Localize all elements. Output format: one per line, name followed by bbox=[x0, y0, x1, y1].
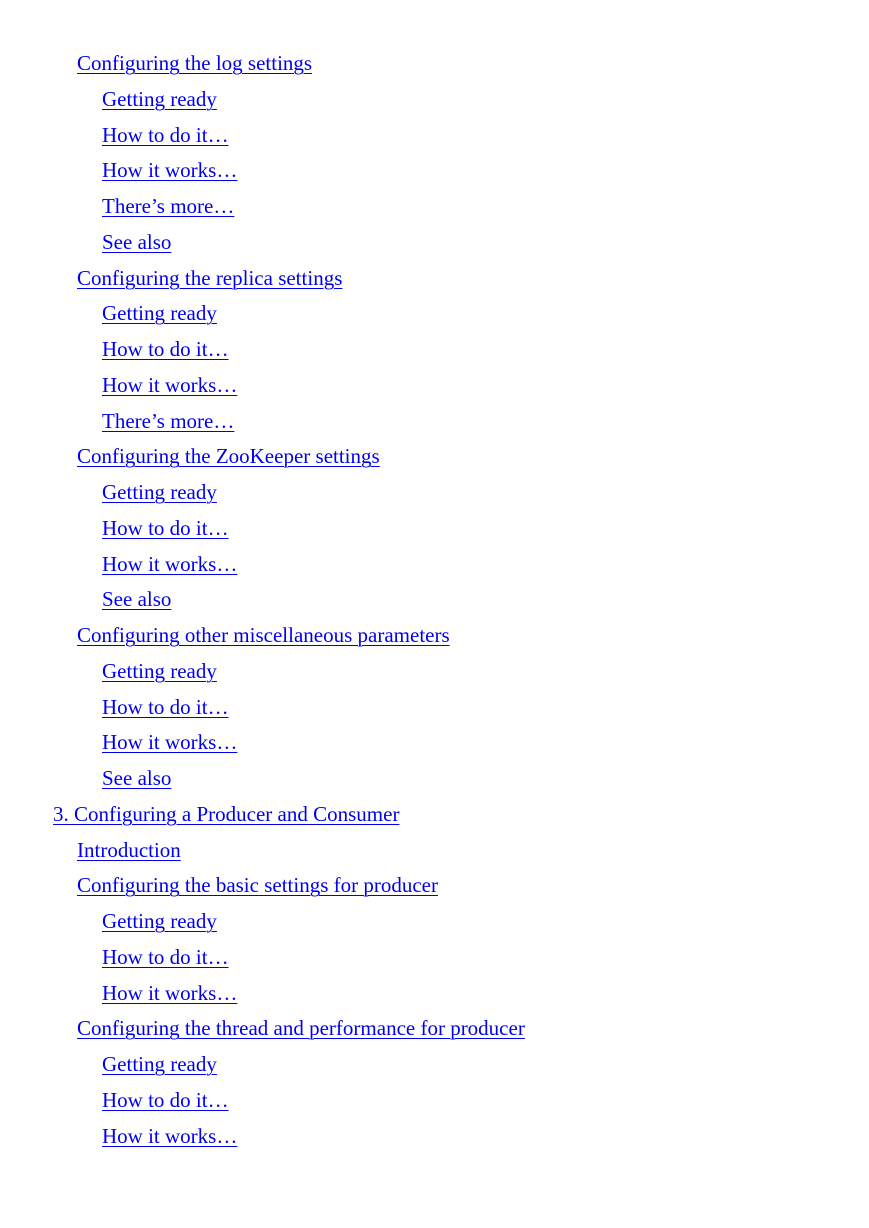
toc-subsection-item bbox=[0, 1046, 869, 1082]
toc-subsection-item bbox=[0, 224, 869, 260]
toc-link[interactable]: Getting ready bbox=[102, 909, 217, 933]
toc-link[interactable]: How it works… bbox=[102, 158, 238, 183]
toc-subsection-item bbox=[0, 188, 869, 224]
toc-link[interactable]: How it works… bbox=[102, 730, 238, 755]
toc-subsection-item bbox=[0, 689, 869, 725]
toc-link[interactable]: Configuring the log settings bbox=[77, 51, 313, 75]
toc-link[interactable]: Configuring other miscellaneous parameters bbox=[77, 623, 450, 647]
toc-subsection-item bbox=[0, 581, 869, 617]
toc-link[interactable]: 3. Configuring a Producer and Consumer bbox=[53, 801, 400, 826]
toc-link[interactable]: Configuring the thread and performance for producer bbox=[77, 1016, 525, 1041]
toc-subsection-item bbox=[0, 331, 869, 367]
toc-subsection-item bbox=[0, 81, 869, 117]
toc-link[interactable]: How it works… bbox=[102, 1123, 238, 1148]
toc-subsection-item bbox=[0, 367, 869, 403]
toc-link[interactable]: Introduction bbox=[77, 837, 181, 862]
toc-link[interactable]: Getting ready bbox=[102, 301, 217, 326]
toc-subsection-item bbox=[0, 653, 869, 689]
toc-link[interactable]: Getting ready bbox=[102, 1052, 217, 1076]
toc-section-item bbox=[0, 867, 869, 903]
toc-link[interactable]: Getting ready bbox=[102, 658, 217, 683]
toc-subsection-item bbox=[0, 1118, 869, 1154]
toc-section-item bbox=[0, 617, 869, 653]
toc-link[interactable]: How to do it… bbox=[102, 944, 229, 969]
toc-subsection-item bbox=[0, 724, 869, 760]
toc-link[interactable]: See also bbox=[102, 766, 172, 790]
toc-link[interactable]: There’s more… bbox=[102, 194, 235, 218]
toc-link[interactable]: Configuring the basic settings for producer bbox=[77, 873, 438, 898]
toc-subsection-item bbox=[0, 975, 869, 1011]
toc-subsection-item bbox=[0, 546, 869, 582]
toc-subsection-item bbox=[0, 117, 869, 153]
toc-link[interactable]: How it works… bbox=[102, 372, 238, 397]
toc-link[interactable]: There’s more… bbox=[102, 408, 235, 433]
toc-subsection-item bbox=[0, 1082, 869, 1118]
toc-link[interactable]: How to do it… bbox=[102, 337, 229, 361]
toc-section-item bbox=[0, 832, 869, 868]
toc-subsection-item bbox=[0, 903, 869, 939]
toc-link[interactable]: Configuring the ZooKeeper settings bbox=[77, 444, 380, 469]
toc-link[interactable]: How it works… bbox=[102, 980, 238, 1005]
toc-link[interactable]: How to do it… bbox=[102, 122, 229, 147]
toc-link[interactable]: How to do it… bbox=[102, 1087, 229, 1112]
toc-subsection-item bbox=[0, 939, 869, 975]
toc-link[interactable]: See also bbox=[102, 587, 172, 612]
table-of-contents bbox=[0, 45, 869, 1153]
toc-subsection-item bbox=[0, 760, 869, 796]
toc-link[interactable]: Getting ready bbox=[102, 480, 217, 504]
toc-link[interactable]: How to do it… bbox=[102, 515, 229, 540]
toc-link[interactable]: How to do it… bbox=[102, 694, 229, 719]
toc-link[interactable]: Getting ready bbox=[102, 86, 217, 111]
toc-section-item bbox=[0, 260, 869, 296]
toc-link[interactable]: How it works… bbox=[102, 551, 238, 576]
toc-subsection-item bbox=[0, 474, 869, 510]
toc-subsection-item bbox=[0, 152, 869, 188]
toc-subsection-item bbox=[0, 295, 869, 331]
toc-section-item bbox=[0, 1010, 869, 1046]
toc-link[interactable]: See also bbox=[102, 229, 172, 254]
toc-section-item bbox=[0, 438, 869, 474]
toc-subsection-item bbox=[0, 510, 869, 546]
toc-subsection-item bbox=[0, 403, 869, 439]
toc-link[interactable]: Configuring the replica settings bbox=[77, 265, 343, 290]
toc-section-item bbox=[0, 45, 869, 81]
toc-chapter-item bbox=[0, 796, 869, 832]
